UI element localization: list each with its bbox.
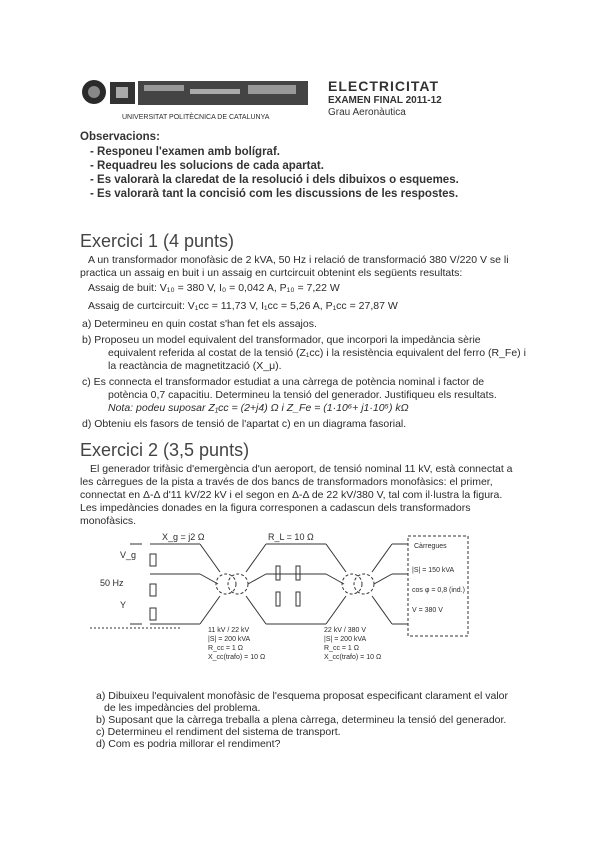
university-name: UNIVERSITAT POLITÈCNICA DE CATALUNYA (122, 114, 270, 121)
ex1-intro-line: practica un assaig en buit i un assaig en curtcircuit obtenint els següents resultats: (80, 267, 463, 279)
ex1-question-b: la reactància de magnetització (X_μ). (108, 360, 282, 372)
exam-title: EXAMEN FINAL 2011-12 (328, 95, 442, 106)
t2-power: |S| = 200 kVA (324, 636, 367, 643)
t2-ratio: 22 kV / 380 V (324, 627, 367, 634)
ex2-question-d: d) Com es podria millorar el rendiment? (96, 738, 281, 750)
transformer-2-winding-a (342, 574, 362, 594)
t1-power: |S| = 200 kVA (208, 636, 251, 643)
generator-impedance (150, 554, 156, 566)
load-voltage: V = 380 V (412, 607, 443, 614)
t2-out (372, 596, 392, 624)
ex2-question-a: de les impedàncies del problema. (104, 702, 261, 714)
ex2-body-line: El generador trifàsic d'emergència d'un aeroport, de tensió nominal 11 kV, està connectat a (90, 463, 513, 475)
generator-voltage-label: V_g (120, 550, 137, 560)
transformer-1-winding-a (216, 574, 236, 594)
generator-impedance (150, 584, 156, 596)
load-power-factor: cos φ = 0,8 (ind.) (412, 587, 465, 594)
ex1-test-buit: Assaig de buit: V₁₀ = 380 V, I₀ = 0,042 A, P₁₀ = 7,22 W (88, 282, 340, 294)
line-resistance-label: R_L = 10 Ω (268, 532, 314, 542)
observation-item: - Es valorarà tant la concisió com les discussions de les respostes. (90, 188, 459, 200)
t1-lead (200, 544, 220, 572)
exercise-1-title: Exercici 1 (4 punts) (80, 231, 235, 251)
transformer-1-winding-b (228, 574, 248, 594)
generator-impedance-label: X_g = j2 Ω (162, 532, 205, 542)
ex2-body-line: monofàsics. (80, 515, 137, 527)
t2-lead (326, 544, 346, 572)
t2-lead (326, 596, 346, 624)
load-title: Càrregues (414, 543, 447, 550)
t2-xcc: X_cc(trafo) = 10 Ω (324, 654, 382, 661)
exercise-2-title: Exercici 2 (3,5 punts) (80, 440, 250, 460)
ex1-question-c-note: Nota: podeu suposar Z₁cc = (2+j4) Ω i Z_Fe = (1·10⁶+ j1·10⁵) kΩ (108, 402, 409, 414)
observation-item: - Responeu l'examen amb bolígraf. (90, 146, 280, 158)
t2-lead (326, 574, 344, 584)
ex1-question-c: c) Es connecta el transformador estudiat a una càrrega de potència nominal i factor de (82, 376, 485, 388)
ex1-intro-line: A un transformador monofàsic de 2 kVA, 50 Hz i relació de transformació 380 V/220 V se li (88, 254, 509, 266)
t1-out (248, 574, 266, 584)
ex1-question-d: d) Obteniu els fasors de tensió de l'apartat c) en un diagrama fasorial. (82, 418, 407, 430)
ex2-body-line: connectat en Δ-Δ d'11 kV/22 kV i el segon en Δ-Δ de 22 kV/380 V, tal com il·lustra la figura. (80, 489, 503, 501)
t1-out (246, 544, 266, 572)
observations-title: Observacions: (80, 131, 160, 143)
upc-logo (80, 76, 316, 110)
t1-rcc: R_cc = 1 Ω (208, 645, 243, 652)
ex1-question-b: equivalent referida al costat de la tensió (Z₁cc) i la resistència equivalent del ferro (R_Fe) i (108, 347, 526, 359)
line-resistance (276, 592, 280, 606)
ex2-body-line: les càrregues de la pista a través de dos bancs de transformadors monofàsics: el primer, (80, 476, 493, 488)
t2-out (374, 574, 392, 584)
t2-rcc: R_cc = 1 Ω (324, 645, 359, 652)
t2-out (372, 544, 392, 572)
load-power: |S| = 150 kVA (412, 567, 455, 574)
ex2-body-line: Les impedàncies donades en la figura corresponen a cadascun dels transformadors (80, 502, 471, 514)
observation-item: - Requadreu les solucions de cada apartat. (90, 160, 324, 172)
degree: Grau Aeronàutica (328, 107, 406, 118)
t1-xcc: X_cc(trafo) = 10 Ω (208, 654, 266, 661)
generator-connection-label: Y (120, 600, 127, 610)
ex1-question-c: potència 0,7 capacitiu. Determineu la tensió del generador. Justifiqueu els resultats. (108, 389, 497, 401)
ex2-question-c: c) Determineu el rendiment del sistema de transport. (96, 726, 341, 738)
circuit-figure (90, 528, 490, 668)
subject-title: ELECTRICITAT (328, 78, 440, 94)
transformer-2-winding-b (354, 574, 374, 594)
generator-frequency-label: 50 Hz (100, 578, 124, 588)
ex2-question-b: b) Suposant que la càrrega treballa a plena càrrega, determineu la tensió del generador. (96, 714, 507, 726)
t1-lead (200, 574, 218, 584)
line-resistance (296, 592, 300, 606)
generator-impedance (150, 608, 156, 620)
ex1-test-cc: Assaig de curtcircuit: V₁cc = 11,73 V, I₁cc = 5,26 A, P₁cc = 27,87 W (88, 300, 398, 312)
ex1-question-b: b) Proposeu un model equivalent del transformador, que incorpori la impedància sèrie (82, 334, 481, 346)
upc-logo-graphic (80, 76, 316, 110)
t1-out (246, 596, 266, 624)
observation-item: - Es valorarà la claredat de la resolució i dels dibuixos o esquemes. (90, 174, 459, 186)
line-resistance (276, 566, 280, 580)
ex2-question-a: a) Dibuixeu l'equivalent monofàsic de l'esquema proposat especificant clarament el valor (96, 690, 508, 702)
ex1-question-a: a) Determineu en quin costat s'han fet els assajos. (82, 318, 317, 330)
line-resistance (296, 566, 300, 580)
t1-lead (200, 596, 220, 624)
t1-ratio: 11 kV / 22 kV (208, 627, 250, 634)
